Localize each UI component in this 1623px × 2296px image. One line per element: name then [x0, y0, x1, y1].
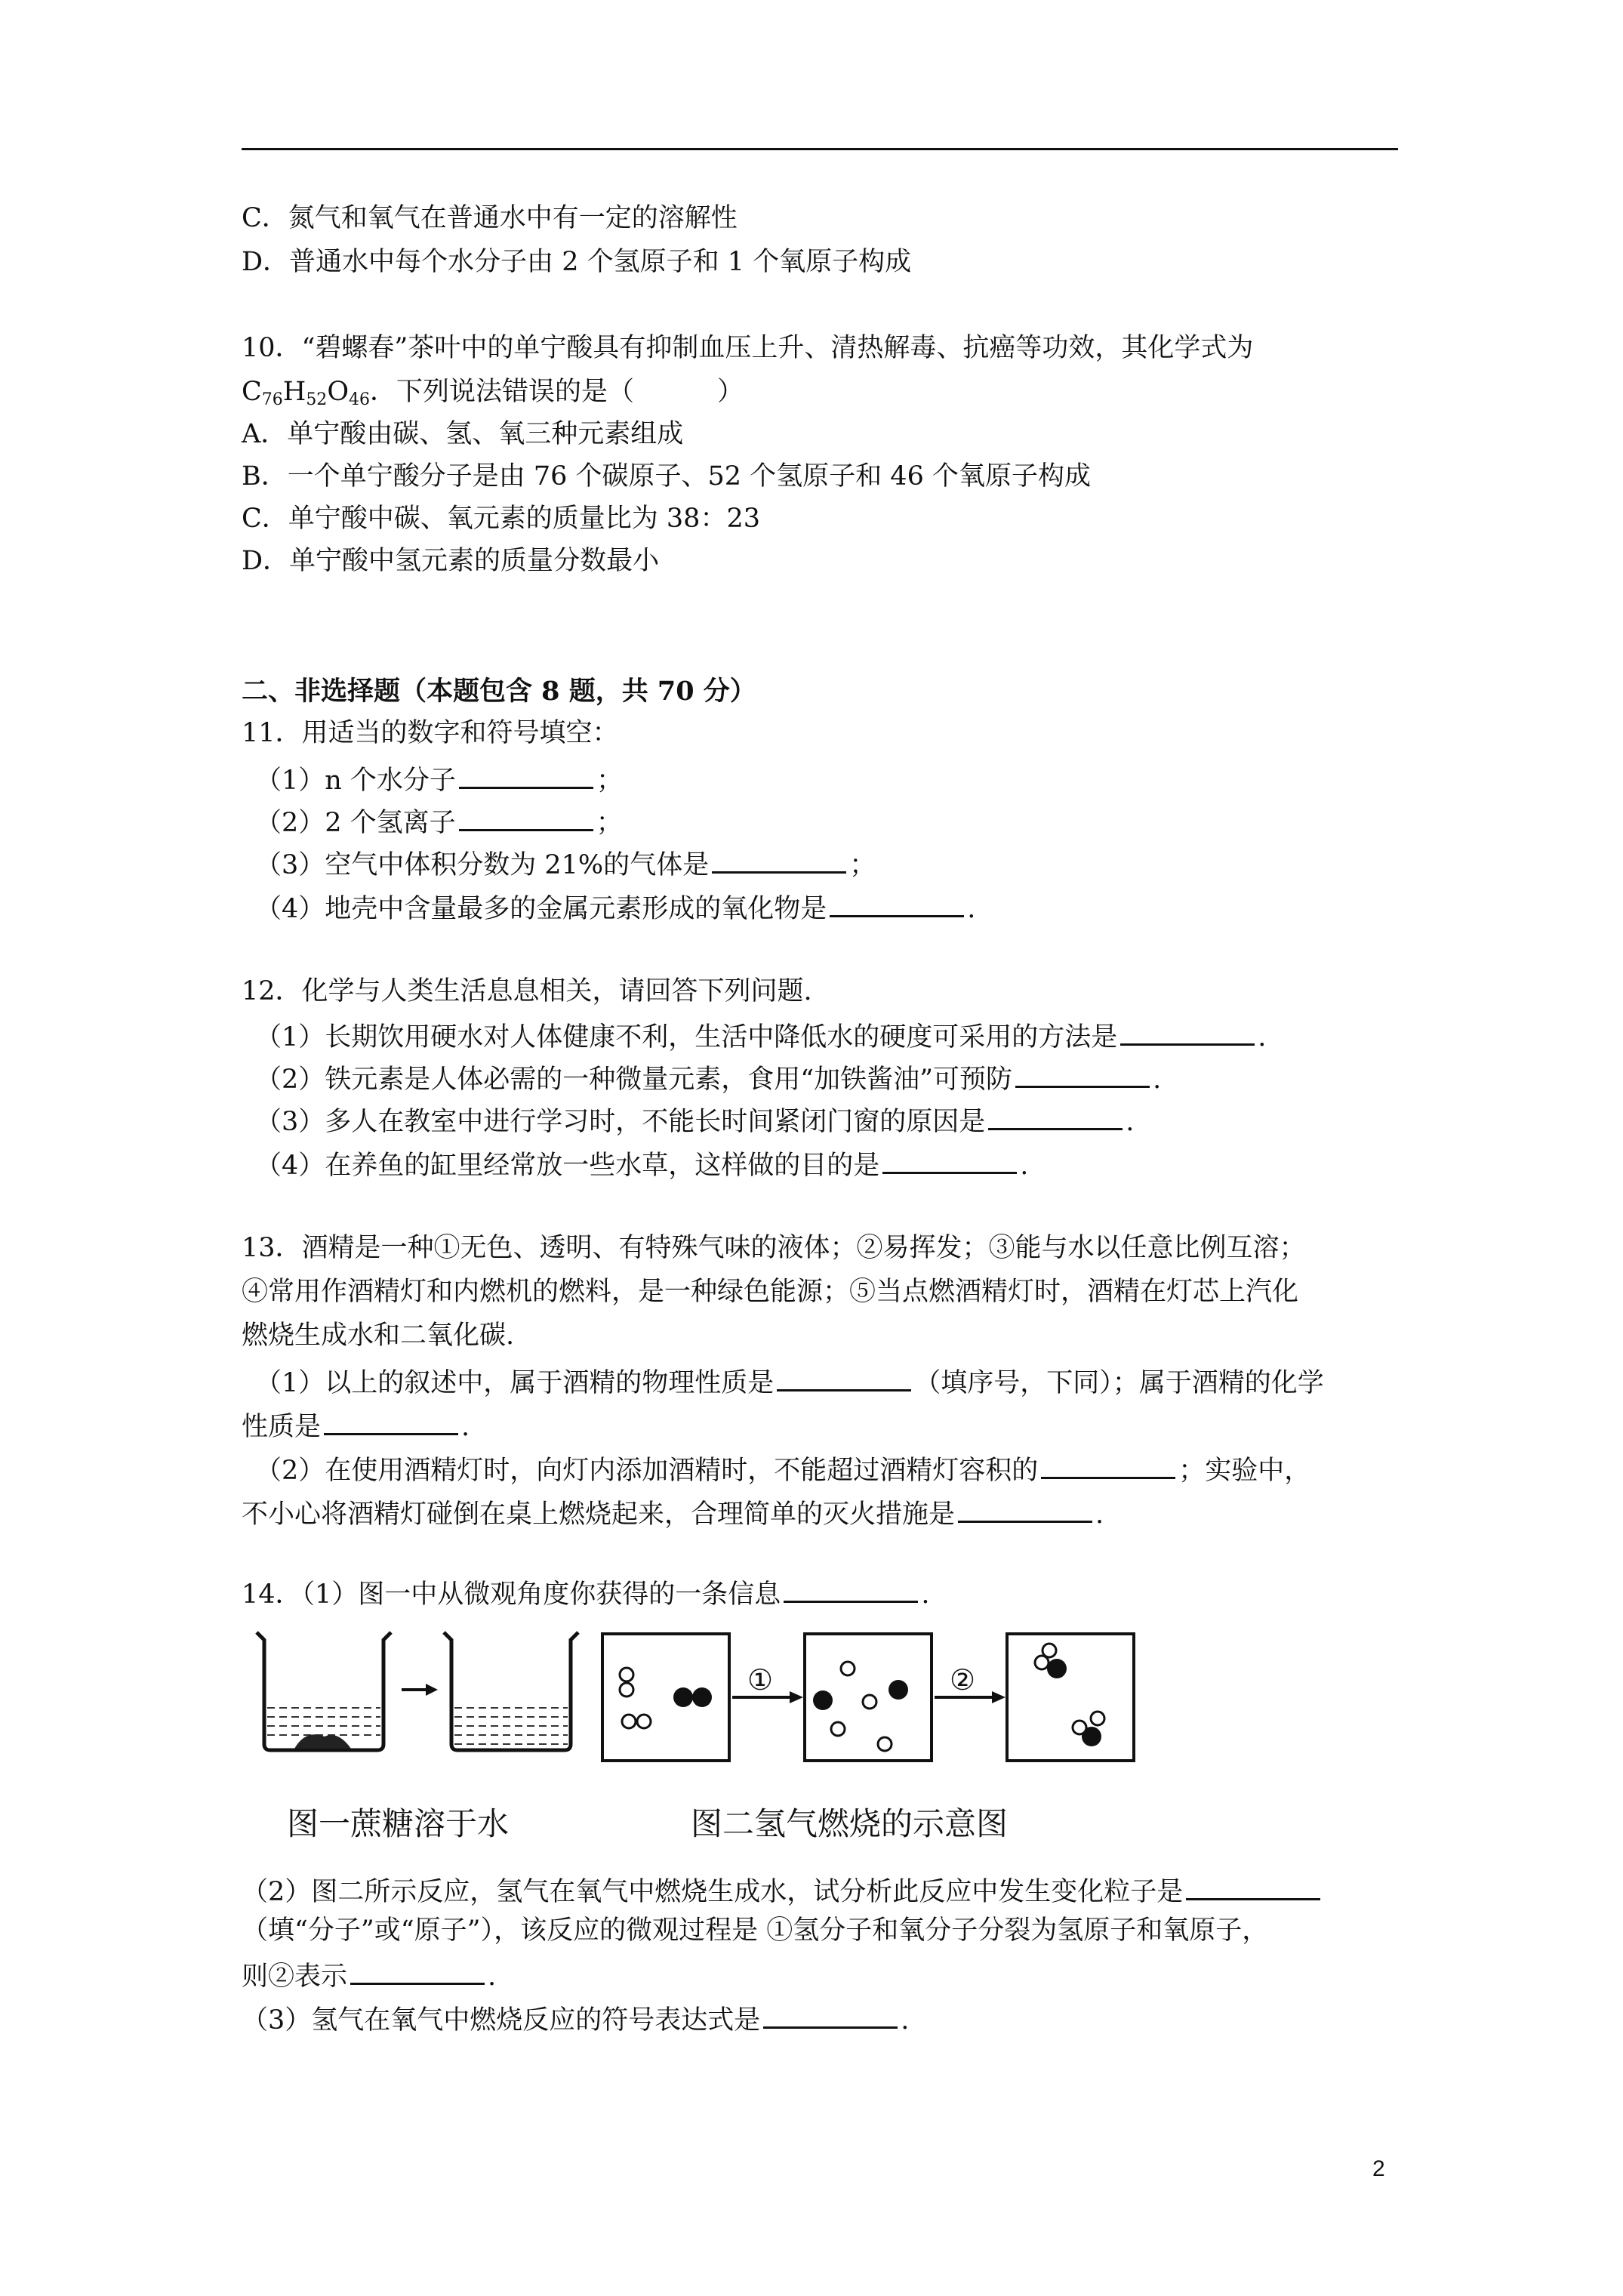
- figure-2-caption: 图二氢气燃烧的示意图: [691, 1805, 1009, 1842]
- q14-part-2-cont: （填“分子”或“原子”），该反应的微观过程是 ①氢分子和氧分子分裂为氢原子和氧原子，: [242, 1915, 1269, 1946]
- q11-part-3: （3）空气中体积分数为 21%的气体是 ；: [255, 850, 876, 880]
- q13-part-1-cont: 性质是 .: [242, 1412, 470, 1442]
- answer-blank[interactable]: [958, 1498, 1092, 1523]
- q14-part-2: （2）图二所示反应，氢气在氧气中燃烧生成水，试分析此反应中发生变化粒子是: [242, 1875, 1323, 1906]
- q11-part-4: （4）地壳中含量最多的金属元素形成的氧化物是 .: [255, 894, 976, 924]
- reaction-box-3: [1007, 1634, 1134, 1761]
- q13-part-2: （2）在使用酒精灯时，向灯内添加酒精时，不能超过酒精灯容积的 ；实验中，: [255, 1456, 1311, 1486]
- q12-stem: 12．化学与人类生活息息相关，请回答下列问题.: [242, 976, 812, 1006]
- q10-stem-formula: $C_{76}H_{52}O_{46}$．下列说法错误的是（ ）: [242, 377, 744, 409]
- q13-stem-line-3: 燃烧生成水和二氧化碳.: [242, 1321, 515, 1351]
- answer-blank[interactable]: [1015, 1063, 1150, 1088]
- step-1-arrow-icon: [732, 1663, 803, 1703]
- answer-blank[interactable]: [1186, 1875, 1320, 1900]
- answer-blank[interactable]: [1120, 1021, 1255, 1046]
- page-number: 2: [1372, 2156, 1385, 2181]
- reaction-box-2: [805, 1634, 932, 1761]
- answer-blank[interactable]: [830, 892, 964, 917]
- q10-option-c: C．单宁酸中碳、氧元素的质量比为 38：23: [242, 504, 760, 534]
- answer-blank[interactable]: [350, 1960, 485, 1985]
- q9-option-c: C．氮气和氧气在普通水中有一定的溶解性: [242, 203, 738, 233]
- q10-option-d: D．单宁酸中氢元素的质量分数最小: [242, 546, 660, 576]
- q14-part-2-end: 则②表示 .: [242, 1962, 497, 1992]
- q13-part-1: （1）以上的叙述中，属于酒精的物理性质是 （填序号，下同）；属于酒精的化学: [255, 1368, 1324, 1398]
- q12-part-4: （4）在养鱼的缸里经常放一些水草，这样做的目的是 .: [255, 1151, 1029, 1181]
- answer-blank[interactable]: [988, 1105, 1123, 1130]
- answer-blank[interactable]: [777, 1367, 911, 1391]
- q11-stem: 11．用适当的数字和符号填空：: [242, 718, 619, 748]
- answer-blank[interactable]: [459, 806, 593, 831]
- answer-blank[interactable]: [712, 849, 846, 874]
- step-2-arrow-icon: [935, 1663, 1006, 1703]
- answer-blank[interactable]: [763, 2004, 898, 2029]
- q9-option-d: D．普通水中每个水分子由 2 个氢原子和 1 个氧原子构成: [242, 247, 912, 277]
- answer-blank[interactable]: [1041, 1454, 1175, 1479]
- q10-stem: 10．“碧螺春”茶叶中的单宁酸具有抑制血压上升、清热解毒、抗癌等功效，其化学式为: [242, 333, 1254, 363]
- header-rule: [242, 148, 1398, 150]
- arrow-icon: [402, 1684, 438, 1696]
- figure-1-caption: 图一蔗糖溶于水: [287, 1805, 510, 1842]
- q13-stem-line-1: 13．酒精是一种①无色、透明、有特殊气味的液体；②易挥发；③能与水以任意比例互溶；: [242, 1233, 1306, 1263]
- reaction-box-1: [602, 1634, 729, 1761]
- q12-part-3: （3）多人在教室中进行学习时，不能长时间紧闭门窗的原因是 .: [255, 1107, 1135, 1137]
- q14-part-3: （3）氢气在氧气中燃烧反应的符号表达式是 .: [242, 2005, 910, 2036]
- q10-option-b: B．一个单宁酸分子是由 76 个碳原子、52 个氢原子和 46 个氧原子构成: [242, 461, 1091, 492]
- q13-part-2-cont: 不小心将酒精灯碰倒在桌上燃烧起来，合理简单的灭火措施是 .: [242, 1499, 1104, 1530]
- q11-part-2: （2）2 个氢离子 ；: [255, 808, 623, 838]
- answer-blank[interactable]: [324, 1410, 458, 1435]
- step-2-label: ②: [950, 1663, 976, 1697]
- q14-figure: [249, 1623, 1155, 1865]
- q13-stem-line-2: ④常用作酒精灯和内燃机的燃料，是一种绿色能源；⑤当点燃酒精灯时，酒精在灯芯上汽化: [242, 1277, 1299, 1307]
- q12-part-2: （2）铁元素是人体必需的一种微量元素，食用“加铁酱油”可预防 .: [255, 1065, 1162, 1095]
- answer-blank[interactable]: [784, 1578, 918, 1603]
- answer-blank[interactable]: [882, 1149, 1017, 1174]
- beaker-before-icon: [257, 1632, 391, 1750]
- step-1-label: ①: [747, 1663, 774, 1697]
- q11-part-1: （1）n 个水分子 ；: [255, 766, 623, 796]
- section-title: 二、非选择题（本题包含 8 题，共 70 分）: [242, 676, 756, 707]
- q10-option-a: A．单宁酸由碳、氢、氧三种元素组成: [242, 419, 684, 449]
- answer-blank[interactable]: [459, 764, 593, 789]
- q12-part-1: （1）长期饮用硬水对人体健康不利，生活中降低水的硬度可采用的方法是 .: [255, 1022, 1267, 1052]
- beaker-after-icon: [444, 1632, 578, 1750]
- q14-part-1: 14．（1）图一中从微观角度你获得的一条信息 .: [242, 1579, 930, 1610]
